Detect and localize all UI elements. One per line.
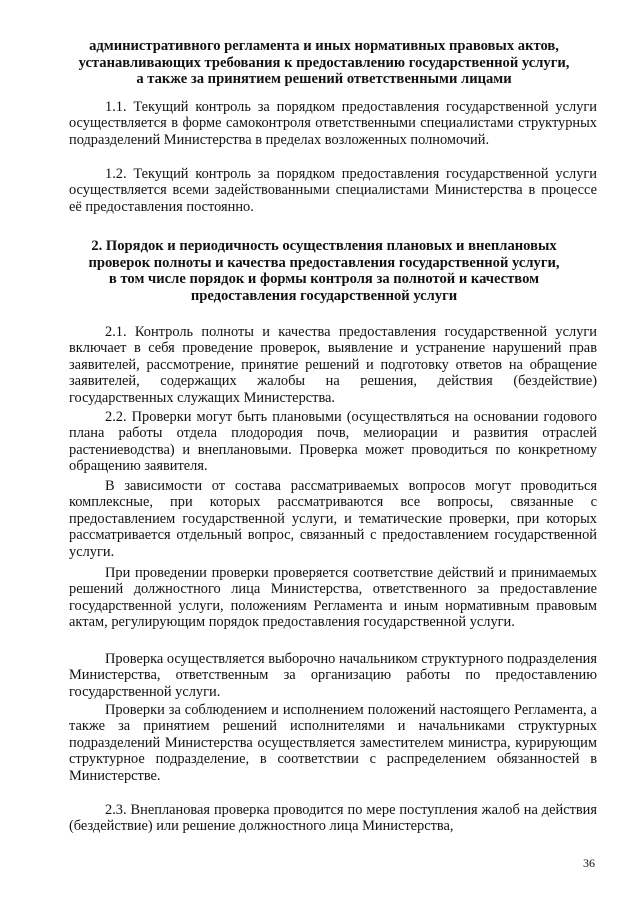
- heading-line: 2. Порядок и периодичность осуществления плановых и внеплановых: [91, 238, 557, 254]
- heading-line: а также за принятием решений ответственными лицами: [136, 71, 512, 88]
- heading-line: предоставления государственной услуги: [190, 287, 458, 304]
- paragraph-1-1: 1.1. Текущий контроль за порядком предоставления государственной услуги осуществляется в форме самоконтроля ответственными специалистами структурных подразделений Министерства в пределах возложенных полномочий.: [69, 99, 597, 148]
- paragraph-1-2: 1.2. Текущий контроль за порядком предоставления государственной услуги осуществляется всеми задействованными специалистами Министерства в процессе её предоставления постоянно.: [69, 166, 597, 215]
- paragraph-selective-check: Проверка осуществляется выборочно начальником структурного подразделения Министерства, ответственным за организацию работы по предоставлению государственной услуги.: [69, 651, 597, 700]
- paragraph-2-2: 2.2. Проверки могут быть плановыми (осуществляться на основании годового плана работы отдела плодородия почв, мелиорации и развития отраслей растениеводства) и внеплановыми. Проверка может проводиться по конкретному обращению заявителя.: [69, 409, 597, 475]
- paragraph-deputy-checks: Проверки за соблюдением и исполнением положений настоящего Регламента, а также за принятием решений исполнителями и начальниками структурных подразделений Министерства осуществляется заместителем министра, курирующим структурное подразделение, в соответствии с распределением обязанностей в Министерстве.: [69, 702, 597, 784]
- heading-line: административного регламента и иных нормативных правовых актов,: [89, 38, 559, 54]
- section2-heading: [60, 238, 588, 304]
- page-number: 36: [583, 856, 595, 870]
- heading-line: в том числе порядок и формы контроля за полнотой и качеством: [108, 271, 540, 288]
- heading-line: устанавливающих требования к предоставлению государственной услуги,: [78, 54, 570, 71]
- paragraph-comprehensive-checks: В зависимости от состава рассматриваемых вопросов могут проводиться комплексные, при которых рассматриваются все вопросы, связанные с предоставлением государственной услуги, и тематические проверки, при которых рассматривается отдельный вопрос, связанный с предоставлением государственной услуги.: [69, 478, 597, 560]
- paragraph-check-contents: При проведении проверки проверяется соответствие действий и принимаемых решений должностного лица Министерства, ответственного за предоставление государственной услуги, положениям Регламента и иным нормативным правовым актам, регулирующим порядок предоставления государственной услуги.: [69, 565, 597, 631]
- paragraph-2-1: 2.1. Контроль полноты и качества предоставления государственной услуги включает в себя проведение проверок, выявление и устранение нарушений прав заявителей, рассмотрение, принятие решений и подготовку ответов на обращение заявителей, содержащих жалобы на решения, действия (бездействие) государственных служащих Министерства.: [69, 324, 597, 406]
- heading-line: проверок полноты и качества предоставления государственной услуги,: [88, 254, 560, 271]
- paragraph-2-3: 2.3. Внеплановая проверка проводится по мере поступления жалоб на действия (бездействие) или решение должностного лица Министерства,: [69, 802, 597, 835]
- section1-heading: [60, 38, 588, 88]
